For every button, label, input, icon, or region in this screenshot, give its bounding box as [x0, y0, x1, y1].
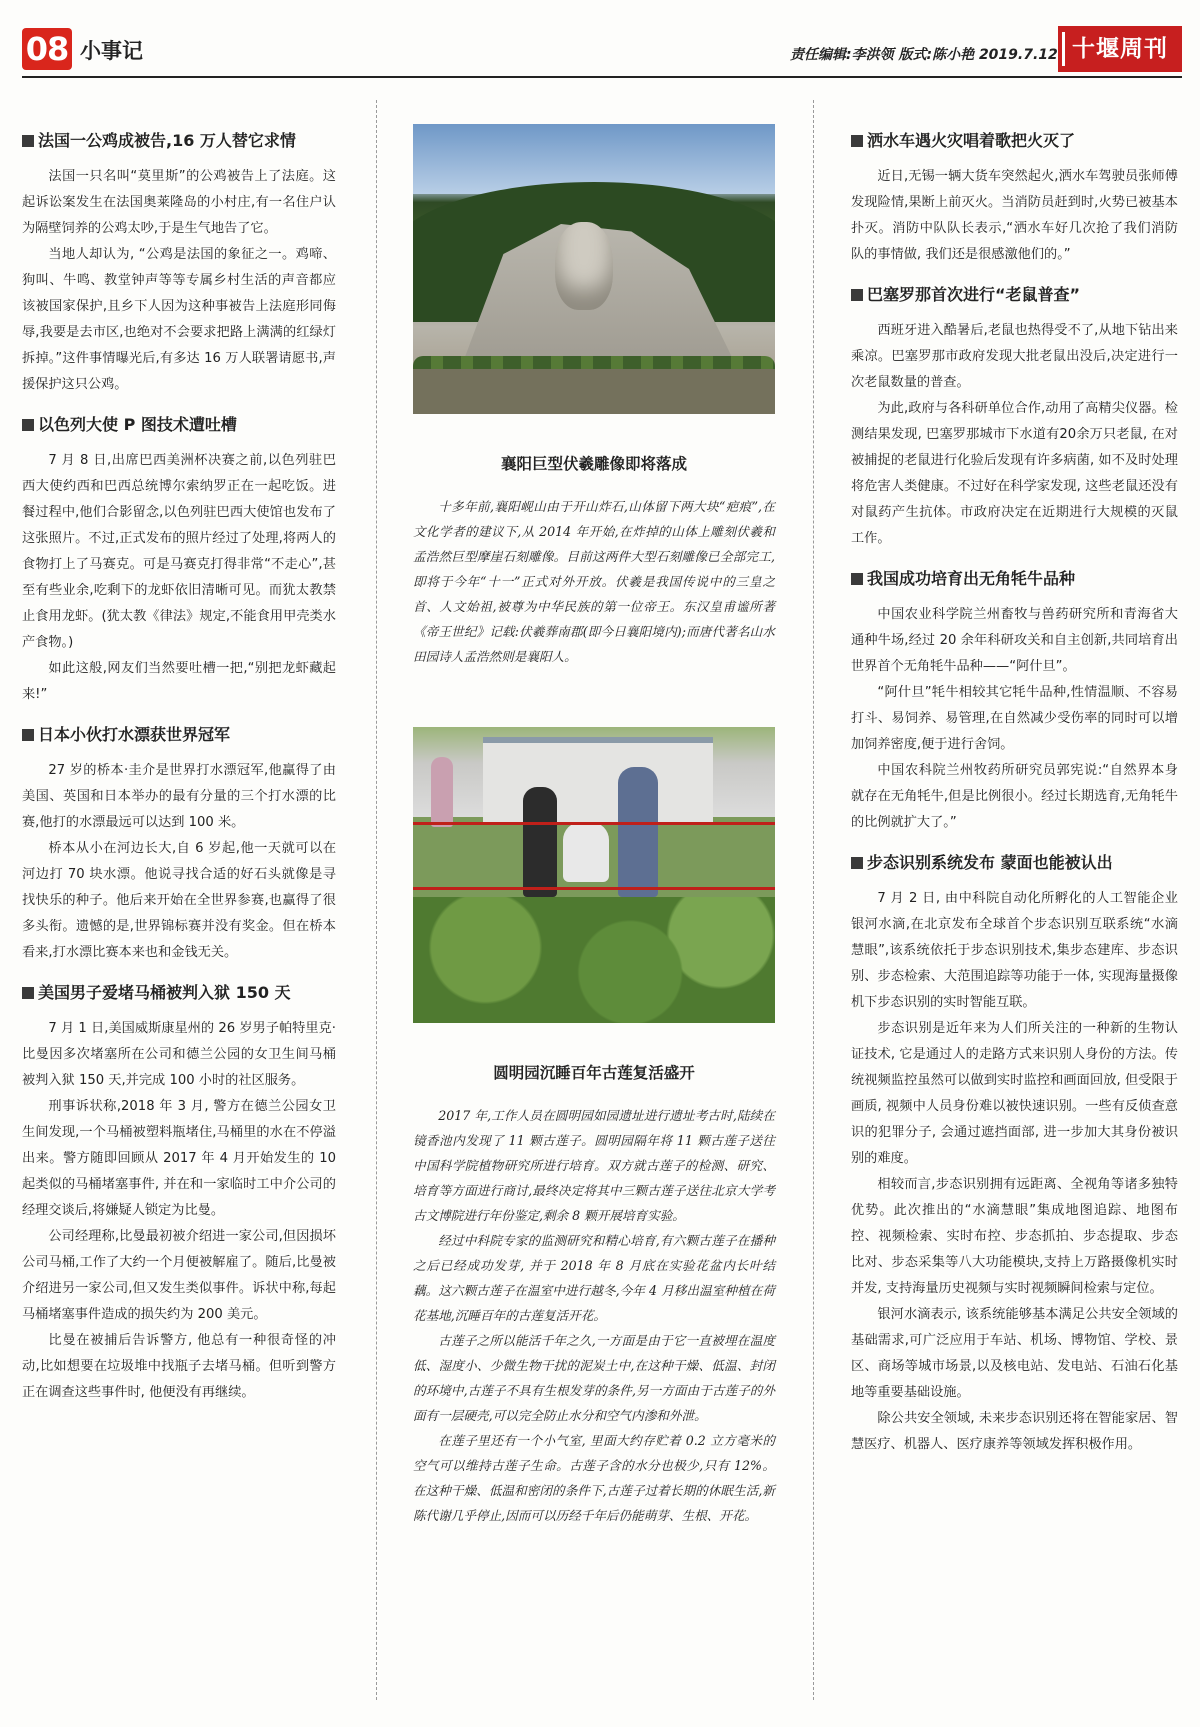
article-paragraph: 如此这般,网友们当然要吐槽一把,“别把龙虾藏起来!” — [22, 661, 336, 702]
article-paragraph: 7 月 8 日,出席巴西美洲杯决赛之前,以色列驻巴西大使约西和巴西总统博尔索纳罗正在一起吃饭。进餐过程中,他们合影留念,以色列驻巴西大使馆也发布了这张照片。不过,正式发布的照片经过了处理,将两人的食物打上了马赛克。可是马赛克打得非常“不走心”,甚至有些业余,吃剩下的龙虾依旧清晰可见。而犹太教禁止食用龙虾。(犹太教《律法》规定,不能食用甲壳类水产食物。) — [22, 453, 336, 650]
article-title: 法国一公鸡成被告,16 万人替它求情 — [22, 128, 336, 154]
lotus-photo — [413, 727, 775, 1023]
left-column — [22, 128, 336, 1420]
photographer-figure — [523, 787, 557, 897]
article-paragraph: 中国农业科学院兰州畜牧与兽药研究所和青海省大通种牛场,经过 20 余年科研攻关和自主创新,共同培育出世界首个无角牦牛品种——“阿什旦”。 — [851, 607, 1178, 674]
masthead-logo: 十堰周刊 — [1058, 26, 1182, 72]
article-hornless-yak — [851, 566, 1178, 836]
photo-caption: 圆明园沉睡百年古莲复活盛开 — [493, 1064, 695, 1082]
article-paragraph: 桥本从小在河边长大,自 6 岁起,他一天就可以在河边打 70 块水漂。他说寻找合适的好石头就像是寻找快乐的种子。他后来开始在全世界参赛,也赢得了很多头衔。遗憾的是,世界锦标赛并没有奖金。但在桥本看来,打水漂比赛本来也和金钱无关。 — [22, 841, 336, 960]
article-toilet — [22, 980, 336, 1406]
bullet-square-icon — [22, 135, 34, 147]
column-divider-left — [376, 100, 377, 1700]
bullet-square-icon — [22, 419, 34, 431]
article-title: 我国成功培育出无角牦牛品种 — [851, 566, 1178, 592]
article-paragraph: 近日,无锡一辆大货车突然起火,洒水车驾驶员张师傅发现险情,果断上前灭火。当消防员赶到时,火势已被基本扑灭。消防中队队长表示,“洒水车好几次抢了我们消防队的事情做, 我们还是很感激他们的。” — [851, 169, 1178, 262]
article-paragraph: 27 岁的桥本·圭介是世界打水漂冠军,他赢得了由美国、英国和日本举办的最有分量的三个打水漂的比赛,他打的水漂最远可以达到 100 米。 — [22, 763, 336, 830]
photographer-figure — [618, 767, 658, 897]
carved-face — [555, 222, 613, 310]
section-title: 小事记 — [80, 39, 143, 63]
bullet-square-icon — [22, 987, 34, 999]
page-header — [0, 0, 1200, 80]
article-paragraph: 步态识别是近年来为人们所关注的一种新的生物认证技术, 它是通过人的走路方式来识别人身份的方法。传统视频监控虽然可以做到实时监控和画面回放, 但受限于画质, 视频中人员身份难以被快速识别。一些有反侦查意识的犯罪分子, 会通过遮挡面部, 进一步加大其身份被识别的难度。 — [851, 1021, 1178, 1166]
header-rule — [22, 76, 1182, 78]
article-paragraph: 为此,政府与各科研单位合作,动用了高精尖仪器。检测结果发现, 巴塞罗那城市下水道有20余万只老鼠, 在对被捕捉的老鼠进行化验后发现有许多病菌, 如不及时处理将危害人类健康。不过好在科学家发现, 这些老鼠还没有对鼠药产生抗体。市政府决定在近期进行大规模的灭鼠工作。 — [851, 401, 1178, 546]
article-title: 步态识别系统发布 蒙面也能被认出 — [851, 850, 1178, 876]
article-paragraph: 中国农科院兰州牧药所研究员郭宪说:“自然界本身就存在无角牦牛,但是比例很小。经过长期选育,无角牦牛的比例就扩大了。” — [851, 763, 1178, 830]
article-paragraph: 法国一只名叫“莫里斯”的公鸡被告上了法庭。这起诉讼案发生在法国奥莱隆岛的小村庄,有一名住户认为隔壁饲养的公鸡太吵,于是生气地告了它。 — [22, 169, 336, 236]
article-paragraph: 7 月 2 日, 由中科院自动化所孵化的人工智能企业银河水滴,在北京发布全球首个步态识别互联系统“水滴慧眼”,该系统依托于步态识别技术,集步态建库、步态识别、步态检索、大范围追踪等功能于一体, 实现海量摄像机下步态识别的实时智能互联。 — [851, 891, 1178, 1010]
article-paragraph: 比曼在被捕后告诉警方, 他总有一种很奇怪的冲动,比如想要在垃圾堆中找瓶子去堵马桶。但听到警方正在调查这些事件时, 他便没有再继续。 — [22, 1333, 336, 1400]
article-paragraph: 西班牙进入酷暑后,老鼠也热得受不了,从地下钻出来乘凉。巴塞罗那市政府发现大批老鼠出没后,决定进行一次老鼠数量的普查。 — [851, 323, 1178, 390]
lotus-leaves — [413, 897, 775, 1023]
article-paragraph: 在莲子里还有一个小气室, 里面大约存贮着 0.2 立方毫米的空气可以维持古莲子生命。古莲子含的水分也极少,只有 12%。在这种干燥、低温和密闭的条件下,古莲子过着长期的休眠生活,新陈代谢几乎停止,因而可以历经千年后仍能萌芽、生根、开花。 — [413, 1433, 775, 1523]
article-gait-recognition — [851, 850, 1178, 1458]
article-paragraph: 2017 年,工作人员在圆明园如园遗址进行遗址考古时,陆续在镜香池内发现了 11 颗古莲子。圆明园隔年将 11 颗古莲子送往中国科学院植物研究所进行培育。双方就古莲子的检测、研究、培育等方面进行商讨,最终决定将其中三颗古莲子送往北京大学考古文博院进行年份鉴定,剩余 8 颗开展培育实验。 — [413, 1108, 775, 1223]
article-paragraph: 十多年前,襄阳岘山由于开山炸石,山体留下两大块“疤痕”,在文化学者的建议下,从 2014 年开始,在炸掉的山体上雕刻伏羲和孟浩然巨型摩崖石刻雕像。目前这两件大型石刻雕像已全部完工,即将于今年“十一”正式对外开放。伏羲是我国传说中的三皇之首、人文始祖,被尊为中华民族的第一位帝王。东汉皇甫谧所著《帝王世纪》记载:伏羲葬南郡(即今日襄阳境内);而唐代著名山水田园诗人孟浩然则是襄阳人。 — [413, 499, 775, 664]
article-title: 美国男子爱堵马桶被判入狱 150 天 — [22, 980, 336, 1006]
article-paragraph: 当地人却认为, “公鸡是法国的象征之一。鸡啼、狗叫、牛鸣、教堂钟声等等专属乡村生活的声音都应该被国家保护,且乡下人因为这种事被告上法庭形同侮辱,我要是去市区,也绝对不会要求把路上满满的红绿灯拆掉。”这件事情曝光后,有多达 16 万人联署请愿书,声援保护这只公鸡。 — [22, 247, 336, 392]
article-title: 巴塞罗那首次进行“老鼠普查” — [851, 282, 1178, 308]
article-title: 以色列大使 P 图技术遭吐槽 — [22, 412, 336, 438]
article-stone-skipping — [22, 722, 336, 966]
article-paragraph: 经过中科院专家的监测研究和精心培育,有六颗古莲子在播种之后已经成功发芽, 并于 2018 年 8 月底在实验花盆内长叶结藕。这六颗古莲子在温室中进行越冬,今年 4 月移出温室种植在荷花基地,沉睡百年的古莲复活开花。 — [413, 1233, 775, 1323]
article-title: 日本小伙打水漂获世界冠军 — [22, 722, 336, 748]
bullet-square-icon — [851, 573, 863, 585]
page-number-badge: 08 — [22, 28, 72, 70]
middle-column — [413, 124, 775, 1528]
article-paragraph: “阿什旦”牦牛相较其它牦牛品种,性情温顺、不容易打斗、易饲养、易管理,在自然减少受伤率的同时可以增加饲养密度,便于进行舍饲。 — [851, 685, 1178, 752]
photographer-figure — [563, 822, 609, 882]
article-sprinkler-truck — [851, 128, 1178, 268]
editor-credits: 责任编辑:李洪领 版式:陈小艳 2019.7.12 — [790, 47, 1058, 63]
article-paragraph: 7 月 1 日,美国威斯康星州的 26 岁男子帕特里克·比曼因多次堵塞所在公司和德兰公园的女卫生间马桶被判入狱 150 天,并完成 100 小时的社区服务。 — [22, 1021, 336, 1088]
bullet-square-icon — [22, 729, 34, 741]
column-divider-right — [813, 100, 814, 1700]
article-paragraph: 除公共安全领域, 未来步态识别还将在智能家居、智慧医疗、机器人、医疗康养等领域发挥积极作用。 — [851, 1411, 1178, 1452]
right-column — [851, 128, 1178, 1472]
article-paragraph: 相较而言,步态识别拥有远距离、全视角等诸多独特优势。此次推出的“水滴慧眼”集成地图追踪、地图布控、视频检索、实时布控、步态抓拍、步态提取、步态比对、步态采集等八大功能模块,支持上万路摄像机实时并发, 支持海量历史视频与实时视频瞬间检索与定位。 — [851, 1177, 1178, 1296]
photo-caption: 襄阳巨型伏羲雕像即将落成 — [500, 455, 687, 473]
article-paragraph: 古莲子之所以能活千年之久,一方面是由于它一直被埋在温度低、湿度小、少微生物干扰的泥炭土中,在这种干燥、低温、封闭的环境中,古莲子不具有生根发芽的条件,另一方面由于古莲子的外面有一层硬壳,可以完全防止水分和空气内渗和外泄。 — [413, 1333, 775, 1423]
article-paragraph: 银河水滴表示, 该系统能够基本满足公共安全领域的基础需求,可广泛应用于车站、机场、博物馆、学校、景区、商场等城市场景,以及核电站、发电站、石油石化基地等重要基础设施。 — [851, 1307, 1178, 1400]
fuxi-statue-photo — [413, 124, 775, 414]
article-paragraph: 刑事诉状称,2018 年 3 月, 警方在德兰公园女卫生间发现,一个马桶被塑料瓶堵住,马桶里的水在不停溢出来。警方随即回顾从 2017 年 4 月开始发生的 10 起类似的马桶堵塞事件, 并在和一家临时工中介公司的经理交谈后,将嫌疑人锁定为比曼。 — [22, 1099, 336, 1218]
bullet-square-icon — [851, 135, 863, 147]
article-paragraph: 公司经理称,比曼最初被介绍进一家公司,但因损坏公司马桶,工作了大约一个月便被解雇了。随后,比曼被介绍进另一家公司,但又发生类似事件。诉状中称,每起马桶堵塞事件造成的损失约为 200 美元。 — [22, 1229, 336, 1322]
article-title: 洒水车遇火灾唱着歌把火灭了 — [851, 128, 1178, 154]
article-israel-ambassador — [22, 412, 336, 708]
article-rat-census — [851, 282, 1178, 552]
article-rooster — [22, 128, 336, 398]
bullet-square-icon — [851, 857, 863, 869]
bullet-square-icon — [851, 289, 863, 301]
